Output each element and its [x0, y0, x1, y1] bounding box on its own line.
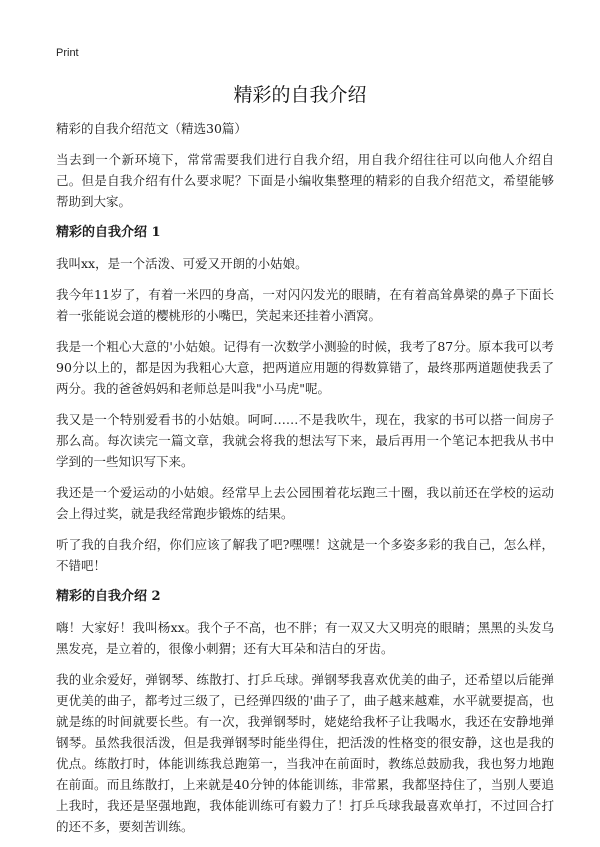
intro-paragraph: 当去到一个新环境下，常常需要我们进行自我介绍，用自我介绍往往可以向他人介绍自己。但是自我介绍有什么要求呢？下面是小编收集整理的精彩的自我介绍范文，希望能够帮助到大家。 — [56, 152, 554, 209]
article-subtitle: 精彩的自我介绍范文（精选30篇） — [56, 121, 247, 136]
section-2-paragraph: 嗨！大家好！我叫杨xx。我个子不高，也不胖；有一双又大又明亮的眼睛；黑黑的头发乌黑发亮，是立着的，很像小刺猬；还有大耳朵和洁白的牙齿。 — [56, 620, 554, 656]
print-link[interactable]: Print — [56, 47, 79, 59]
section-1-paragraph: 我又是一个特别爱看书的小姑娘。呵呵……不是我吹牛，现在，我家的书可以搭一间房子那么高。每次读完一篇文章，我就会将我的想法写下来，最后再用一个笔记本把我从书中学到的一些知识写下来。 — [56, 412, 554, 469]
section-heading-2: 精彩的自我介绍 2 — [56, 589, 161, 604]
section-1-paragraph: 我叫xx，是一个活泼、可爱又开朗的小姑娘。 — [56, 256, 308, 271]
section-1-paragraph: 我今年11岁了，有着一米四的身高，一对闪闪发光的眼睛，在有着高耸鼻梁的鼻子下面长着一张能说会道的樱桃形的小嘴巴，笑起来还挂着小酒窝。 — [56, 287, 554, 323]
section-1-paragraph: 我是一个粗心大意的'小姑娘。记得有一次数学小测验的时候，我考了87分。原本我可以考90分以上的，都是因为我粗心大意，把两道应用题的得数算错了，最终那两道题使我丢了两分。我的爸爸妈妈和老师总是叫我"小马虎"呢。 — [56, 339, 554, 396]
page-title: 精彩的自我介绍 — [233, 84, 367, 106]
article-body — [56, 118, 554, 847]
section-2-paragraph: 我的业余爱好，弹钢琴、练散打、打乒乓球。弹钢琴我喜欢优美的曲子，还希望以后能弹更优美的曲子，都考过三级了，已经弹四级的'曲子了，曲子越来越难，水平就要提高，也就是练的时间就要长些。有一次，我弹钢琴时，姥姥给我杯子让我喝水，我还在安静地弹钢琴。虽然我很活泼，但是我弹钢琴时能坐得住，把活泼的性格变的很安静，这也是我的优点。练散打时，体能训练我总跑第一，当我冲在前面时，教练总鼓励我，我也努力地跑在前面。而且练散打，上来就是40分钟的体能训练，非常累，我都坚持住了，当别人要追上我时，我还是坚强地跑，我体能训练可有毅力了！打乒乓球我最喜欢单打，不过回合打的还不多，要刻苦训练。 — [56, 672, 554, 834]
section-heading-1: 精彩的自我介绍 1 — [56, 225, 161, 240]
section-1-paragraph: 我还是一个爱运动的小姑娘。经常早上去公园围着花坛跑三十圈，我以前还在学校的运动会上得过奖，就是我经常跑步锻炼的结果。 — [56, 485, 554, 521]
section-1-paragraph: 听了我的自我介绍，你们应该了解我了吧?嘿嘿！这就是一个多姿多彩的我自己，怎么样，不错吧！ — [56, 537, 554, 573]
